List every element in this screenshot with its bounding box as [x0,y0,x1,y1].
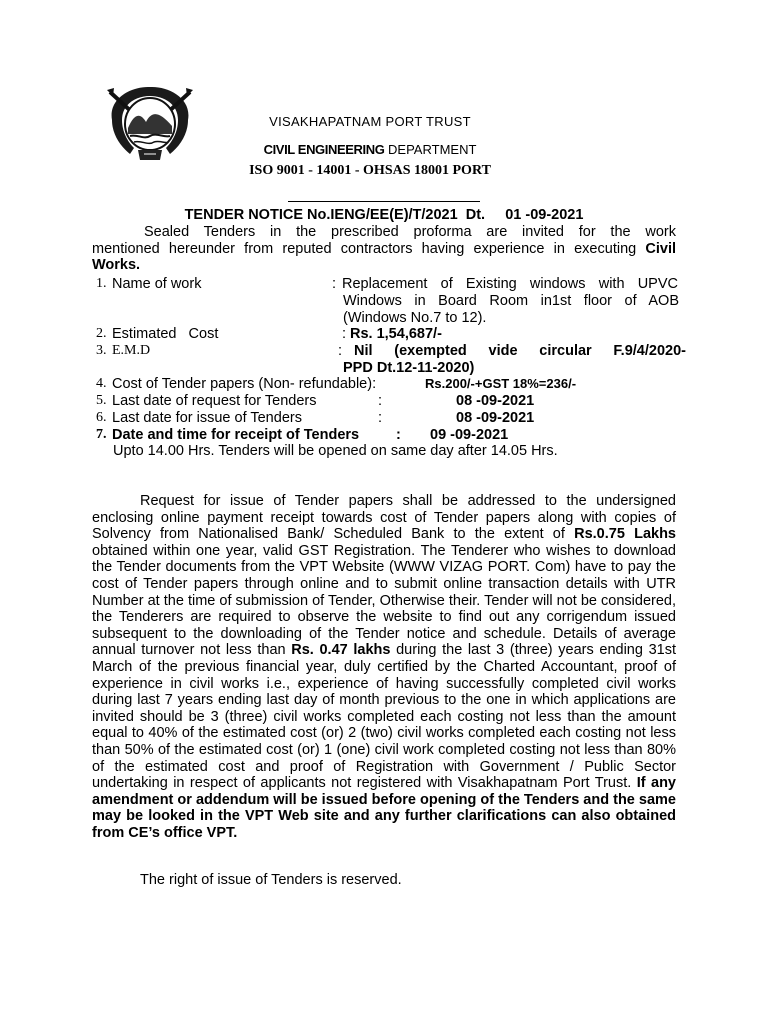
closing-statement: The right of issue of Tenders is reserved. [140,872,402,888]
detail-label: Estimated Cost [112,326,219,342]
detail-value: 09 -09-2021 [430,427,509,443]
turnover-amount: Rs. 0.47 lakhs [291,642,391,659]
tender-notice-title: TENDER NOTICE No.IENG/EE(E)/T/2021 Dt. 01 -09-2021 [184,207,584,223]
detail-number: 5. [96,393,107,408]
detail-number: 7. [96,427,107,442]
detail-colon: : [338,343,343,359]
detail-label: Last date for issue of Tenders [112,410,302,426]
request-text-part-1: Request for issue of Tender papers shall be addressed to the undersigned enclosing online payment receipt towards cost of Tender papers along with copies of Solvency from Nationalised Bank/ Scheduled Bank to the extent of [92,493,676,543]
intro-civil-works: Civil Works. [92,240,676,274]
detail-label: Cost of Tender papers (Non- refundable): [112,376,377,392]
detail-value: Rs. 1,54,687/- [350,326,442,342]
department-name-bold: CIVIL ENGINEERING [263,142,385,157]
detail-colon: : [378,393,383,409]
amendment-note: If any amendment or addendum will be issued before opening of the Tenders and the same may be looked in the VPT Web site and any further clarifications can also obtained from CE’s office VPT. [92,775,676,841]
detail-number: 4. [96,376,107,391]
department-name-rest: DEPARTMENT [384,142,477,157]
detail-value: 08 -09-2021 [456,393,535,409]
detail-colon: : [396,427,401,443]
detail-label: E.M.D [112,343,151,358]
detail-value-line-2: Windows in Board Room in1st floor of AOB [343,293,679,309]
department-name [150,142,590,157]
intro-line-1: Sealed Tenders in the prescribed proforma are invited for the work [144,224,676,240]
intro-line-2 [92,241,676,274]
detail-value: Replacement of Existing windows with UPVC [342,276,678,292]
detail-label: Date and time for receipt of Tenders [112,427,360,443]
detail-number: 1. [96,276,107,291]
detail-value-line-3: (Windows No.7 to 12). [343,309,487,326]
header-divider [288,201,480,202]
request-text-part-2: obtained within one year, valid GST Registration. The Tenderer who wishes to download the Tender documents from the VPT Website (WWW VIZAG PORT. Com) have to pay the cost of Tender papers through online and to submit online transaction details with UTR Number at the time of submission of Tender, Otherwise their. Tender will not be considered, the Tenderers are required to observe the website to find out any corrigendum issued subsequent to the downloading of the Tender notice and schedule. Details of average annual turnover not less than [92,542,676,659]
detail-value: 08 -09-2021 [456,410,535,426]
detail-number: 3. [96,343,107,358]
intro-line-2-text: mentioned hereunder from reputed contractors having experience in executing [92,240,646,257]
detail-label: Name of work [112,276,202,292]
detail-value: Rs.200/-+GST 18%=236/- [425,376,577,391]
request-text-part-3: during the last 3 (three) years ending 31st March of the previous financial year, duly certified by the Charted Accountant, proof of experience in civil works i.e., experience of having successfully completed civil works during last 7 years ending last day of month previous to the one in which applications are invited should be 3 (three) civil works completed each costing not less than the amount equal to 40% of the estimated cost (or) 2 (two) civil works completed each costing not less than 50% of the estimated cost (or) 1 (one) civil work completed costing not less than 80% of the estimated cost and proof of Registration with Government / Public Sector undertaking in respect of applicants not registered with Visakhapatnam Port Trust. [92,642,677,792]
detail-label: Last date of request for Tenders [112,393,317,409]
iso-certification: ISO 9001 - 14001 - OHSAS 18001 PORT [249,163,491,178]
opening-time-note: Upto 14.00 Hrs. Tenders will be opened on same day after 14.05 Hrs. [113,443,558,459]
detail-value: Nil (exempted vide circular F.9/4/2020- [354,343,686,359]
detail-colon: : [378,410,383,426]
request-paragraph [92,493,676,841]
detail-colon: : [332,276,337,292]
solvency-amount: Rs.0.75 Lakhs [574,526,676,543]
detail-number: 2. [96,326,107,341]
detail-number: 6. [96,410,107,425]
request-text [92,493,676,841]
intro-paragraph [92,224,676,274]
detail-value-continued [343,293,679,326]
organization-name: VISAKHAPATNAM PORT TRUST [269,114,471,129]
detail-value-continued: PPD Dt.12-11-2020) [343,360,475,376]
detail-colon: : [342,326,347,342]
